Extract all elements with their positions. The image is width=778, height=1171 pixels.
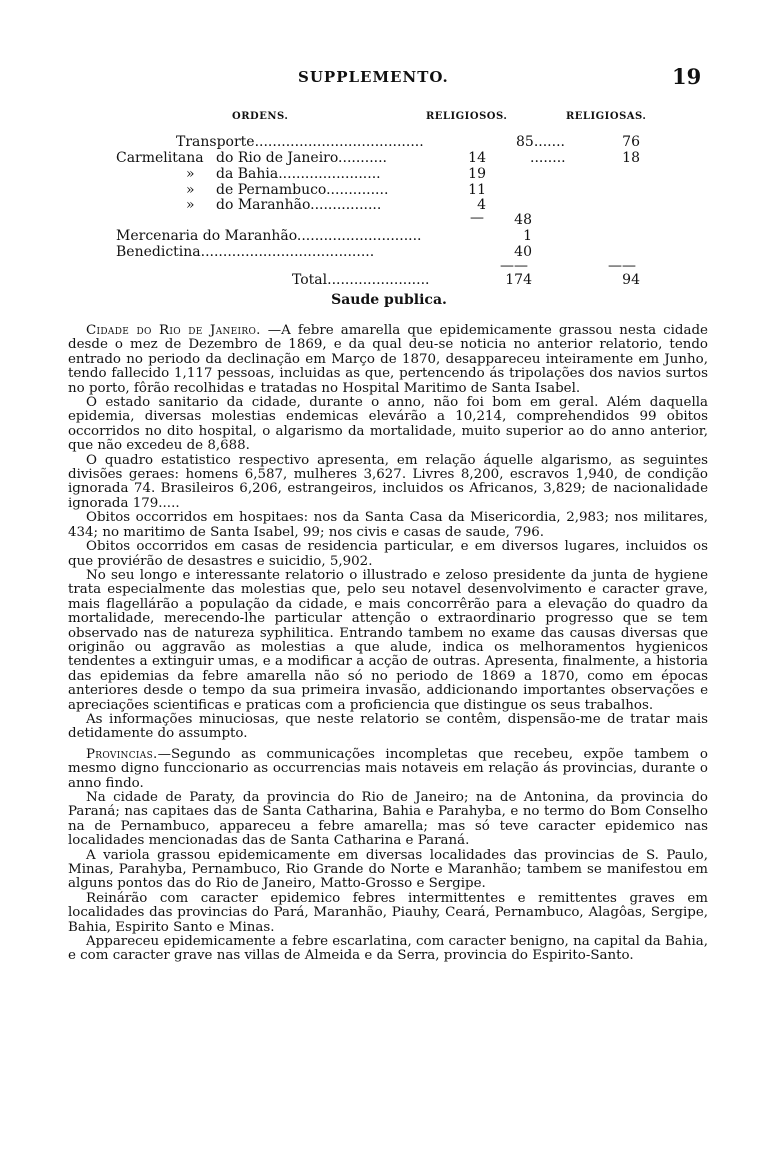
paragraph-lead: Provincias.	[86, 746, 158, 762]
section-title: Saude publica.	[331, 292, 447, 308]
table-cell-religiosos: ........	[530, 150, 566, 166]
table-cell-sub: 4	[477, 197, 486, 213]
paragraph-lead: Cidade do Rio de Janeiro.	[86, 323, 261, 338]
paragraph: O estado sanitario da cidade, durante o anno, não foi bom em geral. Além daquella epidemia, diversas molestias endemicas elevárão a 10,214, comprehendidos 99 obitos occorridos no dito hospital, o algarismo da mortalidade, muito superior ao do anno anterior, que não excedeu de 8,688.	[68, 395, 708, 454]
paragraph: A variola grassou epidemicamente em diversas localidades das provincias de S. Paulo, Minas, Parahyba, Pernambuco, Rio Grande do Norte e Maranhão; tambem se manifestou em alguns pontos das do Rio de Janeiro, Matto-Grosso e Sergipe.	[68, 847, 708, 892]
paragraph: Obitos occorridos em hospitaes: nos da Santa Casa da Misericordia, 2,983; nos militares, 434; no maritimo de Santa Isabel, 99; nos civis e casas de saude, 796.	[68, 510, 708, 540]
table-row-label: Transporte......................................	[176, 134, 424, 150]
total-rule: ——	[500, 258, 528, 274]
table-row-label: Carmelitana	[116, 150, 204, 166]
total-label: Total.......................	[292, 272, 430, 288]
table-cell-sub: 19	[468, 166, 486, 182]
table-cell-sub: 14	[468, 150, 486, 166]
paragraph-text: —A febre amarella que epidemicamente grassou nesta cidade desde o mez de Dezembro de 1869, e da qual deu-se noticia no anterior relatorio, tendo entrado no periodo da declinação em Março de 1870, desappareceu inteiramente em Junho, tendo fallecido 1,117 pessoas, incluidas as que, pertencendo ás tripolações dos navios surtos no porto, fôrão recolhidas e tratadas no Hospital Maritimo de Santa Isabel.	[68, 323, 708, 396]
ditto-mark: »	[186, 166, 195, 182]
table-cell-religiosos: 85.......	[516, 134, 565, 150]
table-row-detail: do Rio de Janeiro...........	[216, 150, 388, 166]
table-row-detail: do Maranhão................	[216, 197, 382, 213]
paragraph: Obitos occorridos em casas de residencia particular, e em diversos lugares, incluidos os que proviérão de desastres e suicidio, 5,902.	[68, 539, 708, 569]
paragraph	[68, 748, 708, 791]
paragraph: Reinárão com caracter epidemico febres intermittentes e remittentes graves em localidades das provincias do Pará, Maranhão, Piauhy, Ceará, Pernambuco, Alagôas, Sergipe, Bahia, Espirito Santo e Minas.	[68, 890, 708, 935]
page-number: 19	[672, 64, 702, 89]
paragraph: Na cidade de Paraty, da provincia do Rio de Janeiro; na de Antonina, da provincia do Paraná; nas capitaes das de Santa Catharina, Bahia e Parahyba, e no termo do Bom Conselho na de Pernambuco, appareceu a febre amarella; mas só teve caracter epidemico nas localidades mencionadas das de Santa Catharina e Paraná.	[68, 790, 708, 849]
carmelite-total: 48	[514, 212, 532, 228]
paragraph: Appareceu epidemicamente a febre escarlatina, com caracter benigno, na capital da Bahia, e com caracter grave nas villas de Almeida e da Serra, provincia do Espirito-Santo.	[68, 934, 708, 964]
total-rule: ——	[608, 258, 636, 274]
table-row-label: Benedictina.......................................	[116, 244, 375, 260]
table-row-detail: da Bahia.......................	[216, 166, 381, 182]
paragraph: As informações minuciosas, que neste relatorio se contêm, dispensão-me de tratar mais detidamente do assumpto.	[68, 711, 708, 742]
body-text	[68, 324, 708, 964]
table-cell-religiosos: 40	[514, 244, 532, 260]
column-header-religiosas: RELIGIOSAS.	[566, 111, 647, 122]
subtotal-rule: —	[470, 210, 484, 226]
running-title: SUPPLEMENTO.	[298, 68, 449, 86]
total-religiosos: 174	[505, 272, 532, 288]
table-cell-religiosas: 18	[622, 150, 640, 166]
paragraph: No seu longo e interessante relatorio o illustrado e zeloso presidente da junta de hygiene trata especialmente das molestias que, pelo seu notavel desenvolvimento e caracter grave, mais flagellárão a população da cidade, e mais concorrêrão para a elevação do quadro da mortalidade, merecendo-lhe particular attenção o extraordinario progresso que se tem observado nas de natureza syphilitica. Entrando tambem no exame das causas diversas que originão ou aggravão as molestias a que alude, indica os melhoramentos hygienicos tendentes a extinguir umas, e a modificar a acção de outras. Apresenta, finalmente, a historia das epidemias da febre amarella não só no periodo de 1869 a 1870, como em épocas anteriores desde o tempo da sua primeira invasão, addicionando importantes observações e apreciações scientificas e praticas com a proficiencia que distingue os seus trabalhos.	[68, 567, 708, 713]
total-religiosas: 94	[622, 272, 640, 288]
table-row-detail: de Pernambuco..............	[216, 182, 389, 198]
column-header-ordens: ORDENS.	[232, 111, 289, 122]
table-cell-religiosas: 76	[622, 134, 640, 150]
column-header-religiosos: RELIGIOSOS.	[426, 111, 508, 122]
paragraph	[68, 324, 708, 396]
table-cell-religiosos: 1	[523, 228, 532, 244]
ditto-mark: »	[186, 182, 195, 198]
table-cell-sub: 11	[468, 182, 486, 198]
paragraph: O quadro estatistico respectivo apresenta, em relação áquelle algarismo, as seguintes divisões geraes: homens 6,587, mulheres 3,627. Livres 8,200, escravos 1,940, de condição ignorada 74. Brasileiros 6,206, estrangeiros, incluidos os Africanos, 3,829; de nacionalidade ignorada 179.....	[68, 452, 708, 511]
table-row-label: Mercenaria do Maranhão............................	[116, 228, 422, 244]
ditto-mark: »	[186, 197, 195, 213]
paragraph-text: —Segundo as communicações incompletas que recebeu, expõe tambem o mesmo digno funccionario as occurrencias mais notaveis em relação ás provincias, durante o anno findo.	[68, 746, 708, 791]
